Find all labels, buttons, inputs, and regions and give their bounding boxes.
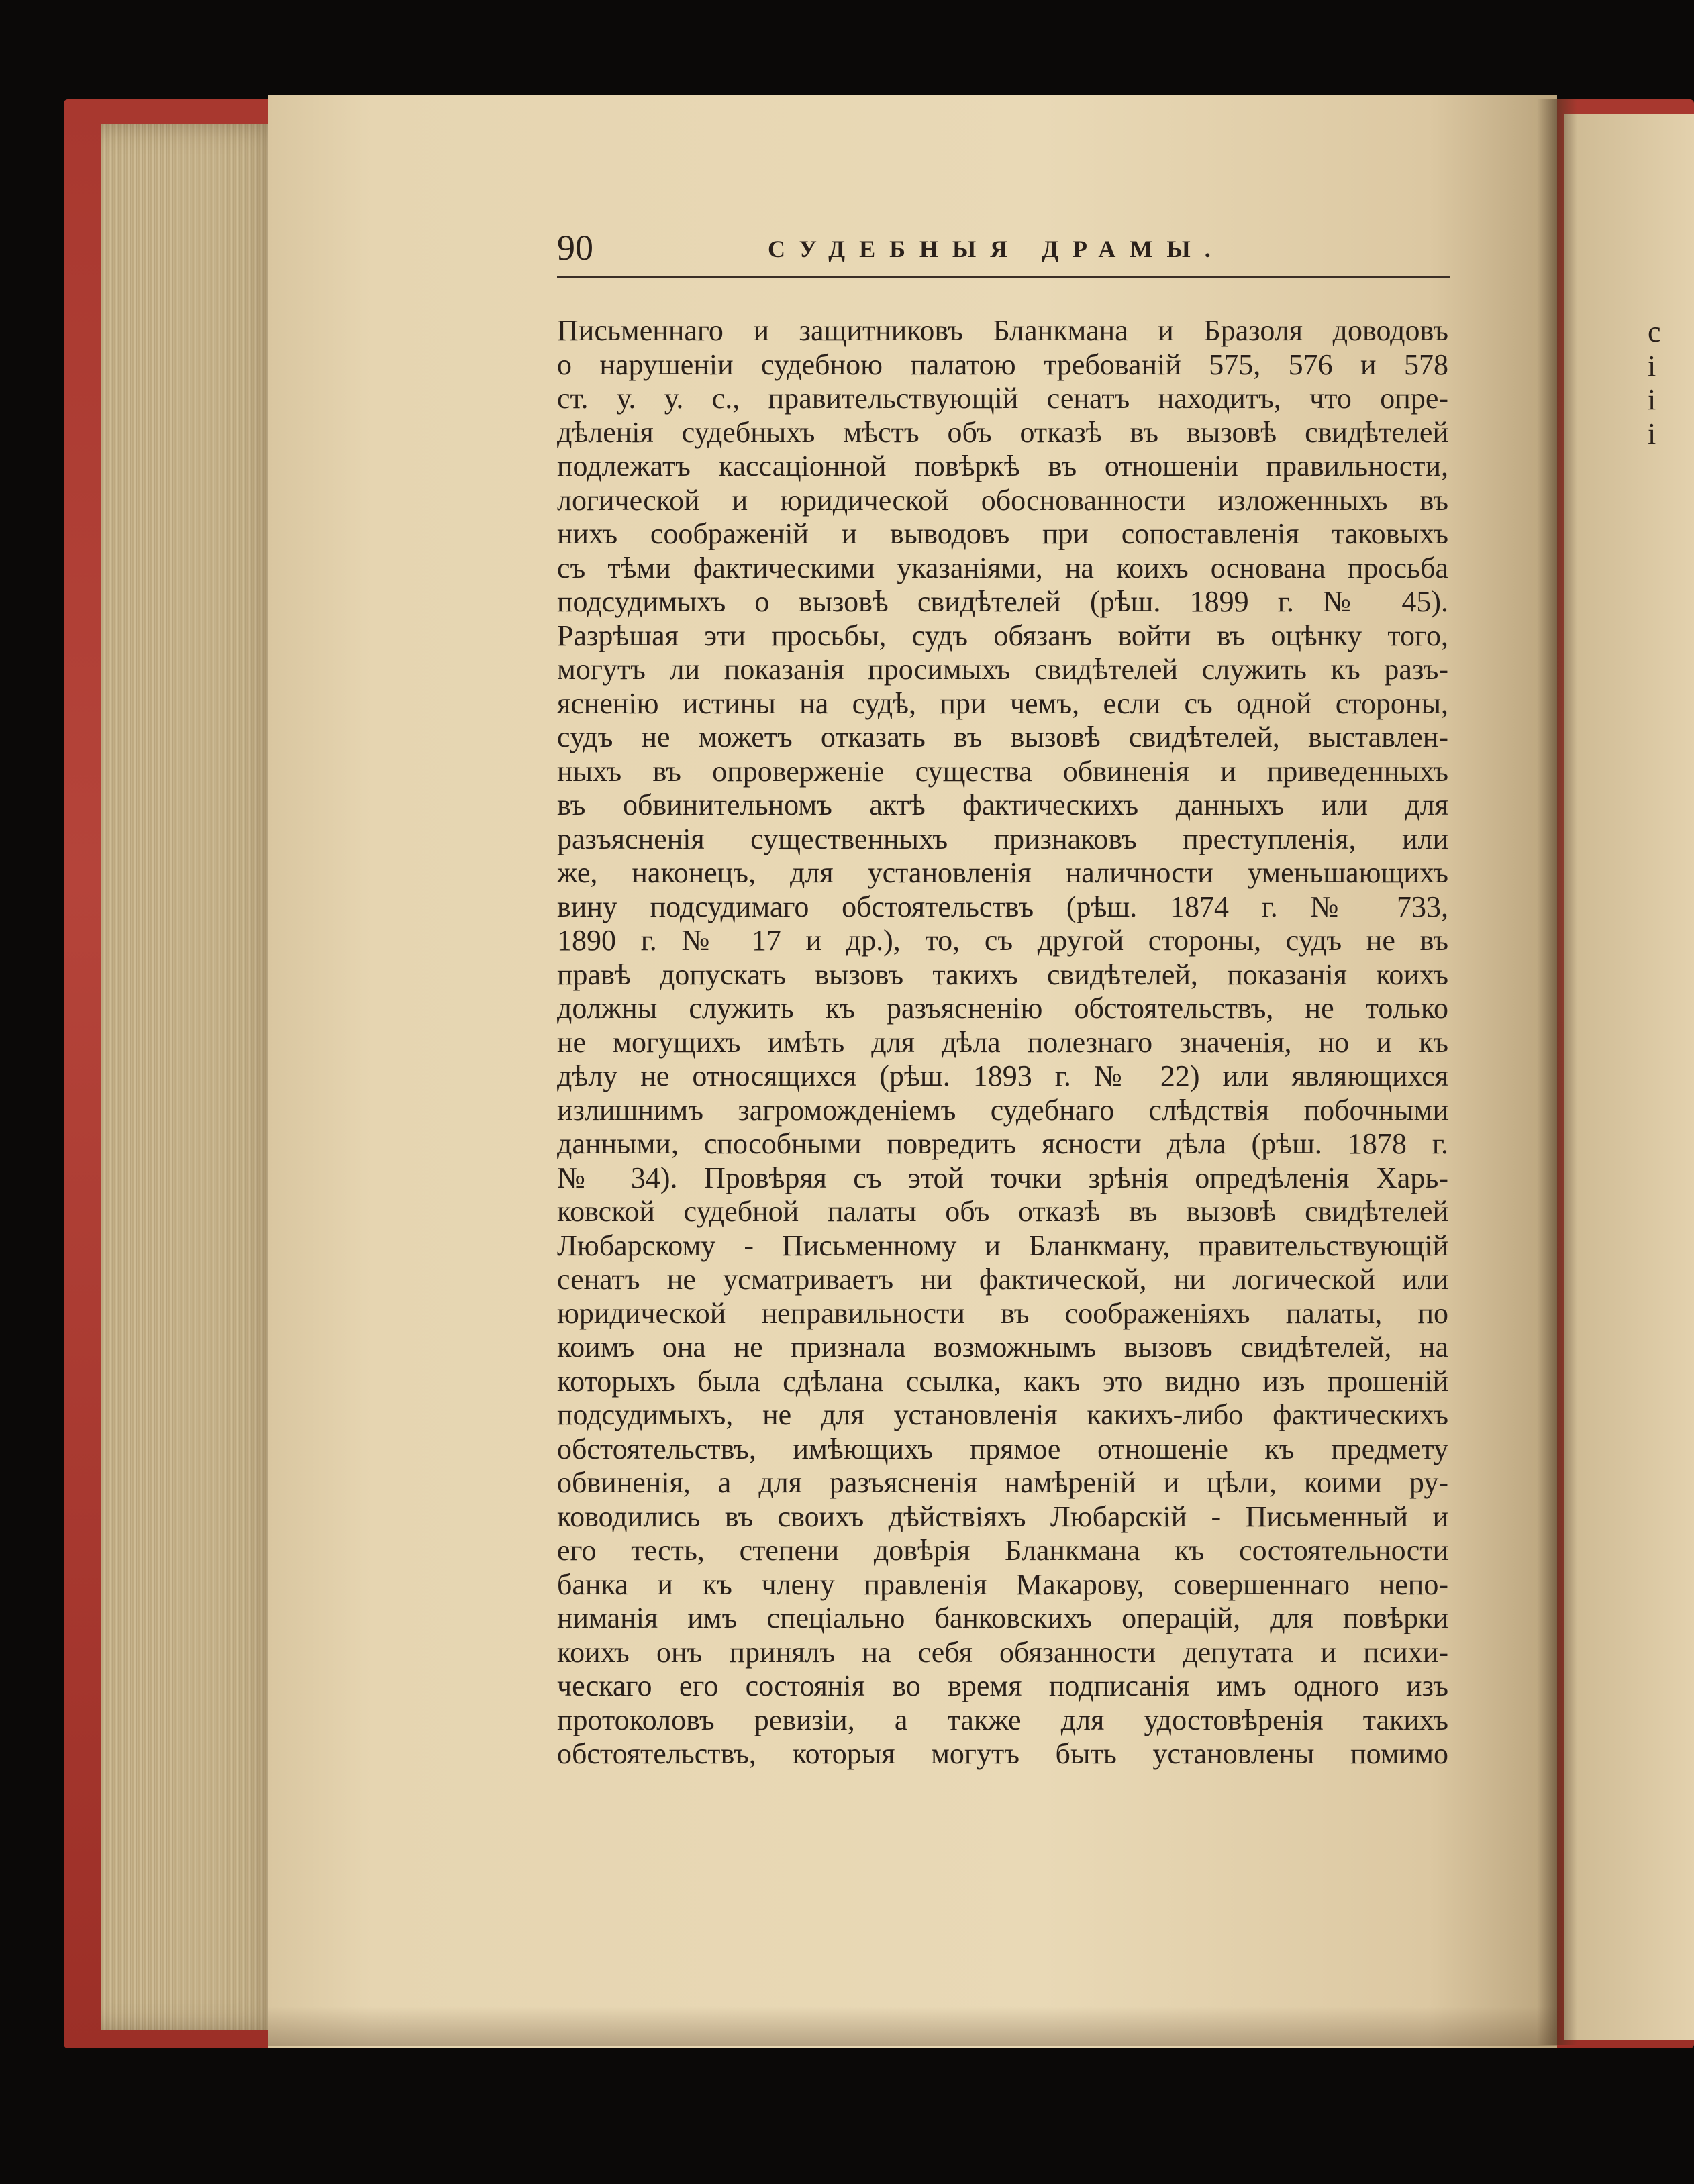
text-line: вину подсудимаго обстоятельствъ (рѣш. 1874 г. № 733, bbox=[557, 890, 1448, 923]
text-line: обстоятельствъ, имѣющихъ прямое отношеніе къ предмету bbox=[557, 1432, 1448, 1465]
body-text bbox=[557, 314, 1448, 1771]
text-line: дѣлу не относящихся (рѣш. 1893 г. № 22) или являющихся bbox=[557, 1059, 1448, 1092]
text-line: Письменнаго и защитниковъ Бланкмана и Бразоля доводовъ bbox=[557, 314, 1448, 347]
text-line: подсудимыхъ, не для установленія какихъ-либо фактическихъ bbox=[557, 1398, 1448, 1431]
text-line: Любарскому - Письменному и Бланкману, правительствующій bbox=[557, 1229, 1448, 1262]
text-line: данными, способными повредить ясности дѣла (рѣш. 1878 г. bbox=[557, 1127, 1448, 1160]
page-number: 90 bbox=[557, 227, 593, 268]
text-line: 1890 г. № 17 и др.), то, съ другой стороны, судъ не въ bbox=[557, 924, 1448, 957]
text-line: излишнимъ загроможденіемъ судебнаго слѣдствія побочными bbox=[557, 1093, 1448, 1127]
page-bottom-shadow bbox=[268, 2006, 1557, 2046]
text-line: которыхъ была сдѣлана ссылка, какъ это видно изъ прошеній bbox=[557, 1364, 1448, 1398]
text-line: ниманія имъ спеціально банковскихъ операцій, для повѣрки bbox=[557, 1602, 1448, 1634]
text-line: правѣ допускать вызовъ такихъ свидѣтелей, показанія коихъ bbox=[557, 957, 1448, 991]
text-line: его тесть, степени довѣрія Бланкмана къ состоятельности bbox=[557, 1534, 1448, 1567]
right-page-text-fragment bbox=[1648, 315, 1675, 451]
text-line: дѣленія судебныхъ мѣстъ объ отказѣ въ вызовѣ свидѣтелей bbox=[557, 415, 1448, 449]
header-rule bbox=[557, 276, 1450, 278]
text-line: обстоятельствъ, которыя могутъ быть установлены помимо bbox=[557, 1737, 1448, 1770]
text-line: судъ не можетъ отказать въ вызовѣ свидѣтелей, выставлен- bbox=[557, 721, 1448, 753]
text-line: коихъ онъ принялъ на себя обязанности депутата и психи- bbox=[557, 1635, 1448, 1669]
right-page-glyph: с bbox=[1648, 315, 1661, 348]
text-line: ческаго его состоянія во время подписанія имъ одного изъ bbox=[557, 1669, 1448, 1702]
page-edges bbox=[101, 124, 289, 2030]
text-line: сенатъ не усматриваетъ ни фактической, ни логической или bbox=[557, 1263, 1448, 1296]
text-line: банка и къ члену правленія Макарову, совершеннаго непо- bbox=[557, 1567, 1448, 1601]
text-line: должны служить къ разъясненію обстоятельствъ, не только bbox=[557, 992, 1448, 1025]
text-line: юридической неправильности въ соображеніяхъ палаты, по bbox=[557, 1296, 1448, 1330]
text-line: не могущихъ имѣть для дѣла полезнаго значенія, но и къ bbox=[557, 1025, 1448, 1059]
text-line: коимъ она не признала возможнымъ вызовъ свидѣтелей, на bbox=[557, 1331, 1448, 1363]
right-page-glyph: і bbox=[1648, 383, 1656, 416]
text-line: съ тѣми фактическими указаніями, на коихъ основана просьба bbox=[557, 551, 1448, 584]
text-line: ководились въ своихъ дѣйствіяхъ Любарскій - Письменный и bbox=[557, 1500, 1448, 1533]
text-line: ковской судебной палаты объ отказѣ въ вызовѣ свидѣтелей bbox=[557, 1195, 1448, 1228]
text-line: ныхъ въ опроверженіе существа обвиненія и приведенныхъ bbox=[557, 754, 1448, 788]
text-line: ясненію истины на судѣ, при чемъ, если съ одной стороны, bbox=[557, 686, 1448, 720]
text-line: подлежатъ кассаціонной повѣркѣ въ отношеніи правильности, bbox=[557, 450, 1448, 482]
text-line: ст. у. у. с., правительствующій сенатъ находитъ, что опре- bbox=[557, 382, 1448, 415]
book-gutter bbox=[1537, 99, 1577, 2045]
text-line: могутъ ли показанія просимыхъ свидѣтелей служить къ разъ- bbox=[557, 653, 1448, 686]
text-line: протоколовъ ревизіи, а также для удостовѣренія такихъ bbox=[557, 1703, 1448, 1736]
text-line: о нарушеніи судебною палатою требованій 575, 576 и 578 bbox=[557, 348, 1448, 381]
text-line: подсудимыхъ о вызовѣ свидѣтелей (рѣш. 1899 г. № 45). bbox=[557, 585, 1448, 618]
text-line: обвиненія, а для разъясненія намѣреній и цѣли, коими ру- bbox=[557, 1466, 1448, 1499]
right-page-glyph: і bbox=[1648, 417, 1656, 450]
right-page-glyph: і bbox=[1648, 349, 1656, 382]
text-line: нихъ соображеній и выводовъ при сопоставленія таковыхъ bbox=[557, 517, 1448, 550]
text-line: въ обвинительномъ актѣ фактическихъ данныхъ или для bbox=[557, 788, 1448, 821]
text-line: логической и юридической обоснованности изложенныхъ въ bbox=[557, 483, 1448, 517]
text-line: Разрѣшая эти просьбы, судъ обязанъ войти въ оцѣнку того, bbox=[557, 619, 1448, 652]
text-line: № 34). Провѣряя съ этой точки зрѣнія опредѣленія Харь- bbox=[557, 1161, 1448, 1194]
text-line: разъясненія существенныхъ признаковъ преступленія, или bbox=[557, 822, 1448, 855]
page-header bbox=[557, 227, 1443, 274]
text-line: же, наконецъ, для установленія наличности уменьшающихъ bbox=[557, 856, 1448, 889]
running-title: СУДЕБНЫЯ ДРАМЫ. bbox=[768, 236, 1225, 262]
